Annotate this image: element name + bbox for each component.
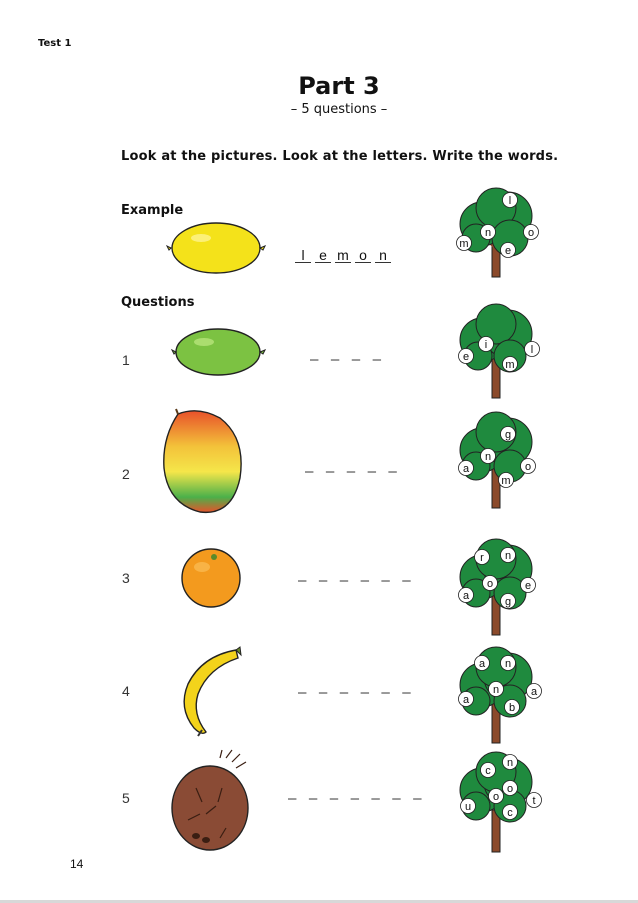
answer-blanks[interactable]: – – – – – – bbox=[298, 573, 413, 589]
tree-letter: l bbox=[508, 195, 512, 207]
part-subtitle: – 5 questions – bbox=[290, 102, 388, 117]
page-number: 14 bbox=[70, 857, 84, 871]
question-number: 1 bbox=[122, 352, 130, 368]
instruction-text: Look at the pictures. Look at the letters. Write the words. bbox=[121, 149, 559, 164]
tree-letter: r bbox=[480, 552, 484, 564]
tree-letter: g bbox=[504, 596, 512, 608]
tree-letter: n bbox=[504, 550, 512, 562]
orange-image bbox=[178, 545, 244, 611]
tree-letter: e bbox=[462, 351, 470, 363]
tree-letter: m bbox=[459, 238, 469, 250]
tree-letter: e bbox=[524, 580, 532, 592]
question-2-letter-tree bbox=[452, 410, 544, 510]
question-1-letter-tree bbox=[452, 300, 544, 400]
tree-letter: o bbox=[524, 461, 532, 473]
answer-letter: e bbox=[315, 248, 331, 263]
questions-label: Questions bbox=[121, 295, 195, 310]
tree-letter: m bbox=[501, 475, 511, 487]
tree-letter: n bbox=[484, 451, 492, 463]
answer-blanks[interactable]: – – – – – – bbox=[298, 685, 413, 701]
question-number: 4 bbox=[122, 683, 130, 699]
tree-letter: o bbox=[492, 791, 500, 803]
lemon-image bbox=[166, 220, 266, 276]
answer-blanks[interactable]: – – – – – – – bbox=[288, 791, 424, 807]
part-title: Part 3 bbox=[298, 72, 380, 100]
tree-letter: a bbox=[478, 658, 486, 670]
tree-letter: m bbox=[505, 359, 515, 371]
coconut-image bbox=[166, 748, 258, 854]
tree-letter: a bbox=[530, 686, 538, 698]
answer-letter: m bbox=[335, 248, 351, 263]
tree-letter: o bbox=[486, 578, 494, 590]
tree-letter: c bbox=[485, 765, 491, 777]
tree-letter: n bbox=[504, 658, 512, 670]
answer-blanks[interactable]: – – – – bbox=[310, 352, 384, 368]
answer-blanks[interactable]: – – – – – bbox=[305, 464, 399, 480]
tree-letter: n bbox=[506, 757, 514, 769]
answer-letter: l bbox=[295, 248, 311, 263]
banana-image bbox=[172, 644, 244, 738]
answer-letter: o bbox=[355, 248, 371, 263]
mango-image bbox=[160, 408, 248, 518]
example-answer bbox=[295, 247, 395, 263]
tree-letter: o bbox=[527, 227, 535, 239]
tree-letter: n bbox=[484, 227, 492, 239]
tree-letter: l bbox=[530, 344, 534, 356]
question-3-letter-tree bbox=[452, 535, 544, 637]
lime-image bbox=[170, 326, 266, 378]
tree-letter: a bbox=[462, 590, 470, 602]
tree-letter: o bbox=[506, 783, 514, 795]
answer-letter: n bbox=[375, 248, 391, 263]
question-5-letter-tree bbox=[452, 748, 544, 854]
tree-letter: a bbox=[462, 694, 470, 706]
tree-letter: n bbox=[492, 684, 500, 696]
test-label: Test 1 bbox=[38, 38, 72, 49]
tree-letter: i bbox=[484, 339, 488, 351]
question-number: 5 bbox=[122, 790, 130, 806]
tree-letter: u bbox=[464, 801, 472, 813]
question-number: 2 bbox=[122, 466, 130, 482]
question-4-letter-tree bbox=[452, 643, 544, 745]
tree-letter: g bbox=[504, 429, 512, 441]
tree-letter: a bbox=[462, 463, 470, 475]
tree-letter: b bbox=[508, 702, 516, 714]
example-letter-tree bbox=[452, 186, 542, 278]
example-label: Example bbox=[121, 203, 184, 218]
tree-letter: e bbox=[504, 245, 512, 257]
tree-letter: t bbox=[532, 795, 536, 807]
tree-letter: c bbox=[507, 807, 513, 819]
question-number: 3 bbox=[122, 570, 130, 586]
